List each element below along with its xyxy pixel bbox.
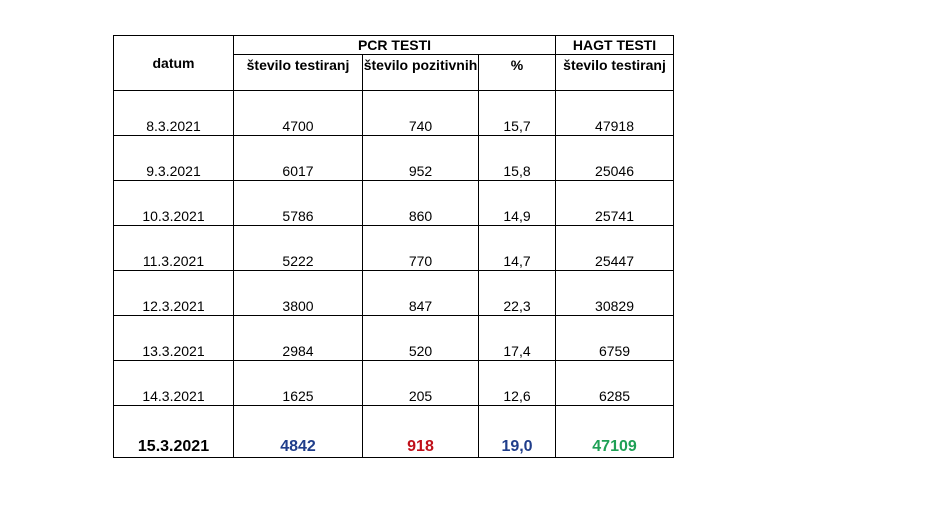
cell-date: 10.3.2021 xyxy=(114,181,234,226)
covid-test-table xyxy=(113,35,674,458)
table-row xyxy=(114,271,674,316)
cell-percent: 14,9 xyxy=(479,181,556,226)
cell-pcr-positive: 740 xyxy=(363,91,479,136)
cell-percent: 22,3 xyxy=(479,271,556,316)
header-hagt-group xyxy=(556,36,674,55)
cell-pcr-positive: 520 xyxy=(363,316,479,361)
cell-pcr-tested: 1625 xyxy=(234,361,363,406)
cell-pcr-tested: 4842 xyxy=(234,406,363,458)
table-row xyxy=(114,136,674,181)
table-row xyxy=(114,226,674,271)
cell-hagt-tested: 25447 xyxy=(556,226,674,271)
cell-hagt-tested: 47109 xyxy=(556,406,674,458)
cell-date: 12.3.2021 xyxy=(114,271,234,316)
header-percent-label: % xyxy=(510,57,524,73)
cell-pcr-positive: 847 xyxy=(363,271,479,316)
table-row xyxy=(114,181,674,226)
cell-date: 13.3.2021 xyxy=(114,316,234,361)
cell-percent: 19,0 xyxy=(479,406,556,458)
header-datum-label: datum xyxy=(152,55,195,71)
cell-pcr-tested: 5222 xyxy=(234,226,363,271)
cell-pcr-tested: 2984 xyxy=(234,316,363,361)
cell-date: 14.3.2021 xyxy=(114,361,234,406)
table-row xyxy=(114,361,674,406)
cell-hagt-tested: 6285 xyxy=(556,361,674,406)
cell-pcr-tested: 5786 xyxy=(234,181,363,226)
header-percent xyxy=(479,55,556,91)
table-row-latest xyxy=(114,406,674,458)
cell-date: 11.3.2021 xyxy=(114,226,234,271)
header-pcr-positive-label: število pozitivnih xyxy=(363,57,478,73)
cell-pcr-positive: 770 xyxy=(363,226,479,271)
cell-percent: 17,4 xyxy=(479,316,556,361)
cell-date: 15.3.2021 xyxy=(114,406,234,458)
header-datum xyxy=(114,36,234,91)
header-hagt-tested-label: število testiranj xyxy=(563,57,666,73)
cell-pcr-positive: 205 xyxy=(363,361,479,406)
cell-pcr-positive: 952 xyxy=(363,136,479,181)
header-pcr-tested xyxy=(234,55,363,91)
header-pcr-positive xyxy=(363,55,479,91)
header-row-groups xyxy=(114,36,674,55)
cell-hagt-tested: 25046 xyxy=(556,136,674,181)
cell-date: 8.3.2021 xyxy=(114,91,234,136)
table-row xyxy=(114,316,674,361)
cell-pcr-tested: 3800 xyxy=(234,271,363,316)
header-hagt-tested xyxy=(556,55,674,91)
header-pcr-tested-label: število testiranj xyxy=(246,57,350,73)
cell-pcr-positive: 860 xyxy=(363,181,479,226)
header-hagt-group-label: HAGT TESTI xyxy=(572,37,657,53)
cell-percent: 15,8 xyxy=(479,136,556,181)
cell-hagt-tested: 47918 xyxy=(556,91,674,136)
cell-percent: 14,7 xyxy=(479,226,556,271)
header-pcr-group xyxy=(234,36,556,55)
header-pcr-group-label: PCR TESTI xyxy=(357,37,432,53)
cell-date: 9.3.2021 xyxy=(114,136,234,181)
cell-percent: 15,7 xyxy=(479,91,556,136)
cell-pcr-tested: 4700 xyxy=(234,91,363,136)
cell-hagt-tested: 6759 xyxy=(556,316,674,361)
cell-pcr-tested: 6017 xyxy=(234,136,363,181)
cell-percent: 12,6 xyxy=(479,361,556,406)
table-row xyxy=(114,91,674,136)
cell-pcr-positive: 918 xyxy=(363,406,479,458)
cell-hagt-tested: 25741 xyxy=(556,181,674,226)
cell-hagt-tested: 30829 xyxy=(556,271,674,316)
